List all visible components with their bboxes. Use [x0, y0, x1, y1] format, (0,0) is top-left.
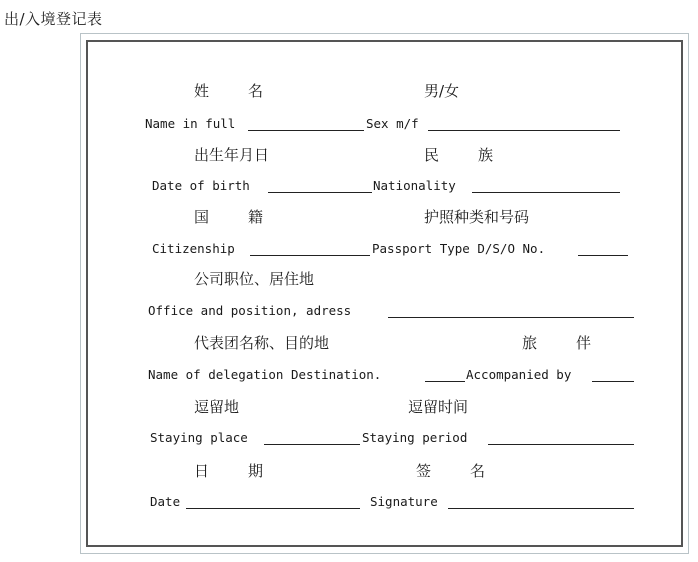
label-cn-date-2: 期 — [248, 462, 264, 480]
label-cn-sign-2: 名 — [470, 462, 486, 480]
label-cn-sign-1: 签 — [416, 462, 432, 480]
name-field[interactable] — [248, 130, 364, 131]
label-cn-citizen-2: 籍 — [248, 208, 264, 226]
signature-field[interactable] — [448, 508, 634, 509]
label-cn-companion-1: 旅 — [522, 334, 538, 352]
page-title: 出/入境登记表 — [4, 10, 103, 28]
label-en-delegation: Name of delegation Destination. — [148, 367, 382, 382]
label-cn-delegation: 代表团名称、目的地 — [194, 334, 330, 352]
label-cn-nation-1: 民 — [424, 146, 440, 164]
label-en-accompanied: Accompanied by — [466, 367, 572, 382]
label-cn-stay-period: 逗留时间 — [408, 398, 469, 416]
label-en-passport: Passport Type D/S/O No. — [372, 241, 546, 256]
label-en-citizenship: Citizenship — [152, 241, 235, 256]
label-cn-name-1: 姓 — [194, 82, 210, 100]
birth-field[interactable] — [268, 192, 372, 193]
stay-period-field[interactable] — [488, 444, 634, 445]
accompanied-field[interactable] — [592, 381, 634, 382]
label-cn-birth: 出生年月日 — [194, 146, 270, 164]
stay-place-field[interactable] — [264, 444, 360, 445]
label-cn-companion-2: 伴 — [576, 334, 592, 352]
citizenship-field[interactable] — [250, 255, 370, 256]
label-en-office: Office and position, adress — [148, 303, 352, 318]
passport-field[interactable] — [578, 255, 628, 256]
label-cn-office: 公司职位、居住地 — [194, 270, 315, 288]
label-en-name: Name in full — [145, 116, 236, 131]
label-cn-citizen-1: 国 — [194, 208, 210, 226]
label-en-signature: Signature — [370, 494, 438, 509]
nationality-field[interactable] — [472, 192, 620, 193]
sex-field[interactable] — [428, 130, 620, 131]
form-frame — [80, 33, 689, 554]
label-en-date: Date — [150, 494, 181, 509]
label-cn-nation-2: 族 — [478, 146, 494, 164]
label-en-stay-place: Staying place — [150, 430, 248, 445]
date-field[interactable] — [186, 508, 360, 509]
label-en-sex: Sex m/f — [366, 116, 419, 131]
office-field[interactable] — [388, 317, 634, 318]
label-cn-date-1: 日 — [194, 462, 210, 480]
label-cn-name-2: 名 — [248, 82, 264, 100]
label-cn-passport: 护照种类和号码 — [424, 208, 530, 226]
label-cn-stay-place: 逗留地 — [194, 398, 240, 416]
label-en-birth: Date of birth — [152, 178, 250, 193]
label-en-stay-period: Staying period — [362, 430, 468, 445]
label-cn-sex: 男/女 — [424, 82, 460, 100]
delegation-field[interactable] — [425, 381, 465, 382]
label-en-nationality: Nationality — [373, 178, 456, 193]
